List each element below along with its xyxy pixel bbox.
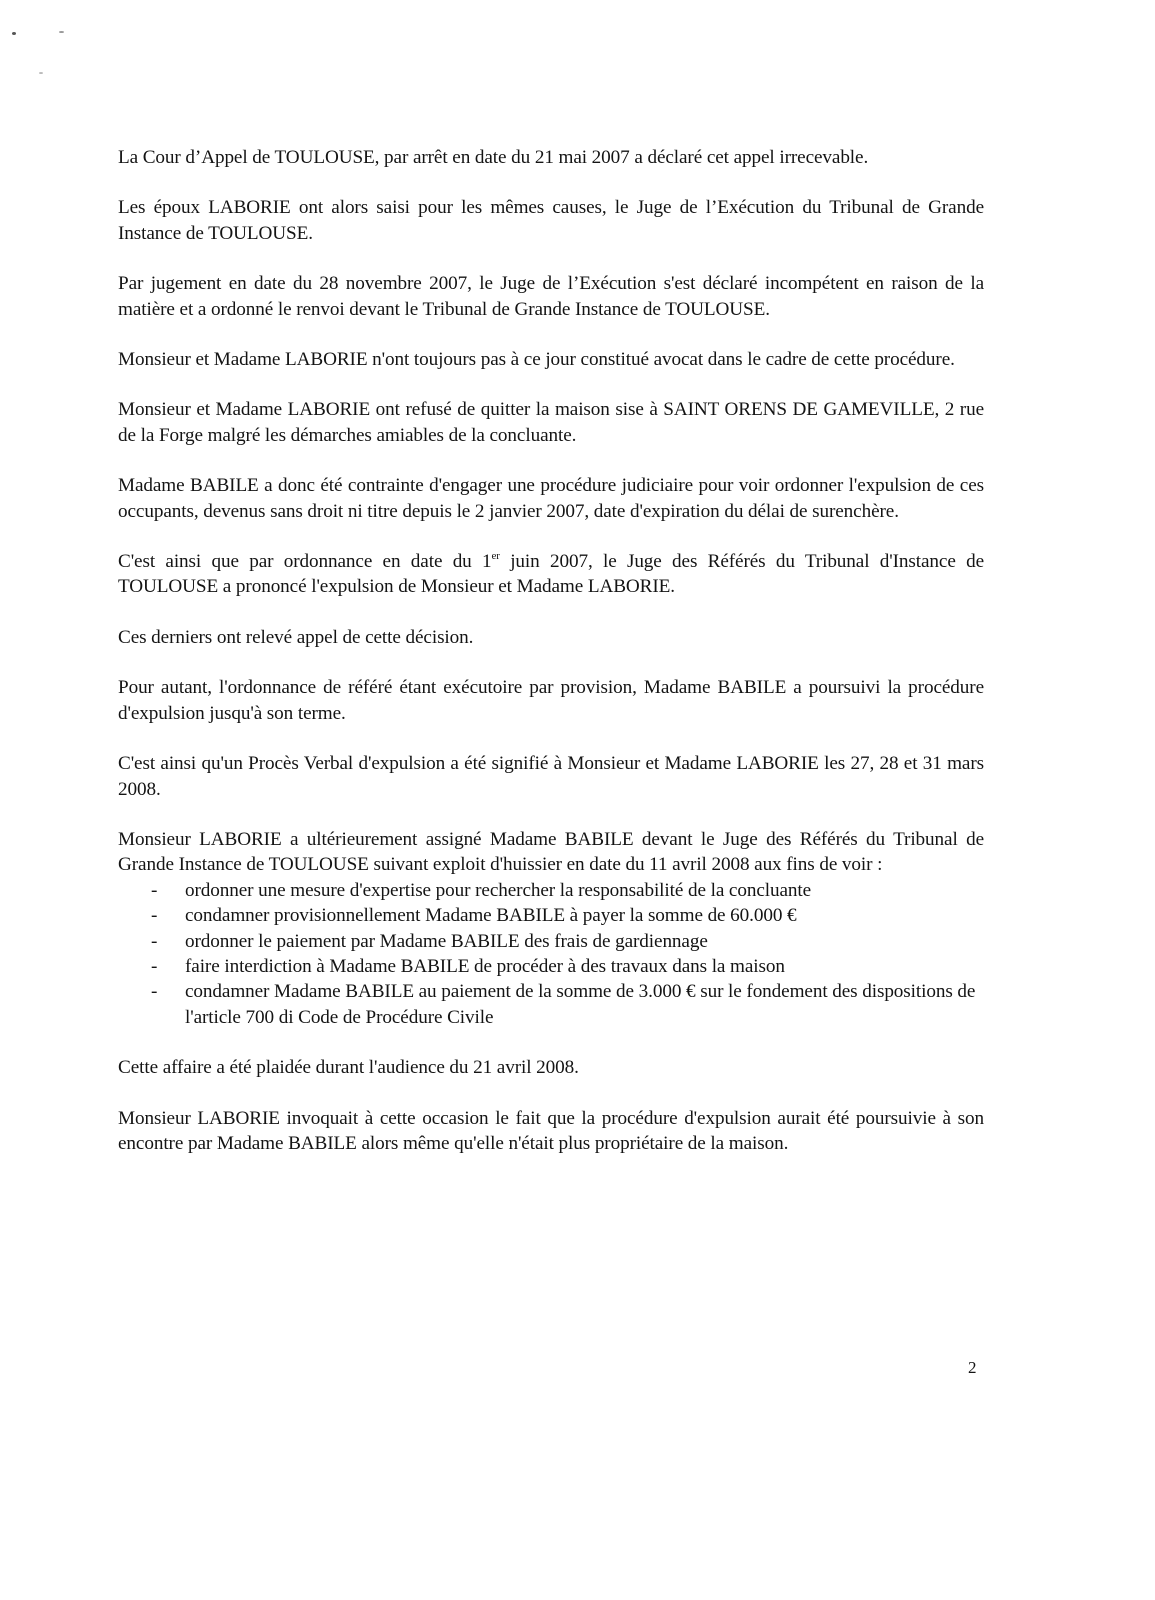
dash-bullet-icon: -: [151, 905, 158, 927]
list-item: - condamner Madame BABILE au paiement de la somme de 3.000 € sur le fondement des dispositions de l'article 700 di Code de Procédure Civile: [151, 981, 976, 1028]
ordinal-superscript: er: [491, 550, 500, 563]
list-item: - faire interdiction à Madame BABILE de procéder à des travaux dans la maison: [118, 954, 984, 979]
paragraph: Madame BABILE a donc été contrainte d'engager une procédure judiciaire pour voir ordonner l'expulsion de ces occupants, devenus sans droit ni titre depuis le 2 janvier 2007, date d'expiration du délai de surenchère.: [118, 475, 984, 522]
paragraph: Monsieur et Madame LABORIE ont refusé de quitter la maison sise à SAINT ORENS DE GAMEVILLE, 2 rue de la Forge malgré les démarches amiables de la concluante.: [118, 399, 984, 446]
paragraph: Les époux LABORIE ont alors saisi pour les mêmes causes, le Juge de l’Exécution du Tribunal de Grande Instance de TOULOUSE.: [118, 197, 984, 244]
paragraph: Monsieur LABORIE a ultérieurement assigné Madame BABILE devant le Juge des Référés du Tribunal de Grande Instance de TOULOUSE suivant exploit d'huissier en date du 11 avril 2008 aux fins de voir :: [118, 828, 984, 876]
list-item: - ordonner une mesure d'expertise pour rechercher la responsabilité de la concluante: [118, 878, 984, 903]
paragraph-text: juin 2007, le Juge des Référés du Tribunal d'Instance de TOULOUSE a prononcé l'expulsion de Monsieur et Madame LABORIE.: [118, 551, 984, 598]
paragraph: Pour autant, l'ordonnance de référé étant exécutoire par provision, Madame BABILE a poursuivi la procédure d'expulsion jusqu'à son terme.: [118, 677, 984, 724]
dash-bullet-icon: -: [151, 981, 158, 1003]
requests-list: [118, 878, 984, 1030]
scan-speck: [12, 32, 16, 35]
paragraph: [118, 549, 984, 600]
list-item: - ordonner le paiement par Madame BABILE des frais de gardiennage: [118, 929, 984, 954]
paragraph: C'est ainsi qu'un Procès Verbal d'expulsion a été signifié à Monsieur et Madame LABORIE les 27, 28 et 31 mars 2008.: [118, 753, 984, 800]
paragraph: Ces derniers ont relevé appel de cette décision.: [118, 626, 474, 648]
paragraph: La Cour d’Appel de TOULOUSE, par arrêt en date du 21 mai 2007 a déclaré cet appel irrecevable.: [118, 147, 869, 168]
scan-speck: [39, 72, 43, 74]
paragraph: Monsieur et Madame LABORIE n'ont toujours pas à ce jour constitué avocat dans le cadre de cette procédure.: [118, 349, 955, 371]
paragraph-text: C'est ainsi que par ordonnance en date du 1: [118, 551, 492, 573]
paragraph: Monsieur LABORIE invoquait à cette occasion le fait que la procédure d'expulsion aurait été poursuivie à son encontre par Madame BABILE alors même qu'elle n'était plus propriétaire de la maison.: [118, 1107, 984, 1154]
scan-speck: [59, 31, 64, 33]
page-number: 2: [968, 1358, 977, 1377]
paragraph: Cette affaire a été plaidée durant l'audience du 21 avril 2008.: [118, 1057, 579, 1079]
paragraph: Par jugement en date du 28 novembre 2007, le Juge de l’Exécution s'est déclaré incompétent en raison de la matière et a ordonné le renvoi devant le Tribunal de Grande Instance de TOULOUSE.: [118, 273, 984, 320]
dash-bullet-icon: -: [151, 879, 158, 901]
dash-bullet-icon: -: [151, 930, 158, 952]
document-body: [118, 145, 984, 1181]
dash-bullet-icon: -: [151, 955, 158, 977]
list-item: - condamner provisionnellement Madame BABILE à payer la somme de 60.000 €: [118, 903, 984, 928]
